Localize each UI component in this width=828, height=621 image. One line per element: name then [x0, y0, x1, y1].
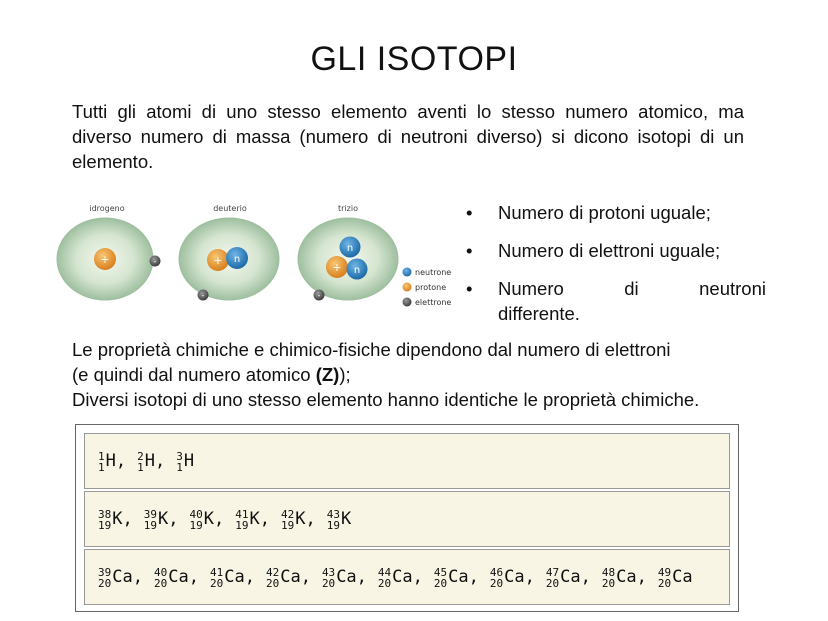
element-symbol: K: [112, 509, 123, 529]
isotope-notation: [154, 566, 199, 588]
mass-number: 39: [98, 566, 112, 579]
isotope-notation: [546, 566, 591, 588]
atomic-number: 19: [235, 519, 249, 532]
legend-electron: elettrone: [415, 298, 452, 307]
mass-number: 45: [433, 566, 448, 579]
atomic-number: 20: [98, 577, 112, 590]
proton-legend-icon: [403, 283, 412, 292]
legend-neutron: neutrone: [415, 268, 452, 277]
mass-number: 41: [209, 566, 224, 579]
mass-number: 42: [265, 566, 280, 579]
isotope-atoms-figure: [55, 195, 455, 315]
svg-text:-: -: [153, 257, 157, 266]
element-symbol: K: [341, 509, 352, 529]
isotope-notation: [144, 508, 179, 530]
atomic-number: 19: [98, 519, 112, 532]
mass-number: 44: [377, 566, 392, 579]
atomic-number: 20: [153, 577, 168, 590]
isotope-notation: [210, 566, 255, 588]
atomic-number: 1: [98, 461, 105, 474]
atomic-number: 20: [209, 577, 224, 590]
atom-deuterium: [179, 204, 279, 301]
mass-number: 38: [98, 508, 112, 521]
mass-number: 2: [137, 450, 144, 463]
svg-text:n: n: [233, 254, 241, 265]
isotope-notation: [98, 508, 133, 530]
mass-number: 48: [601, 566, 616, 579]
separator: ,: [305, 509, 316, 529]
separator: ,: [188, 567, 199, 587]
svg-text:+: +: [332, 261, 342, 274]
isotope-notation: [98, 566, 143, 588]
atomic-number: 1: [176, 461, 183, 474]
mass-number: 43: [321, 566, 336, 579]
element-symbol: H: [105, 451, 116, 471]
element-symbol: Ca: [224, 567, 245, 587]
atomic-number-symbol: (Z): [315, 364, 340, 385]
atomic-number: 20: [377, 577, 392, 590]
element-symbol: K: [158, 509, 169, 529]
mass-number: 40: [153, 566, 168, 579]
electron-legend-icon: [403, 298, 412, 307]
isotope-row-potassium: [84, 491, 730, 547]
atomic-number: 1: [137, 461, 144, 474]
isotope-notation: [658, 566, 693, 588]
isotope-notation: [602, 566, 647, 588]
mass-number: 42: [281, 508, 295, 521]
element-symbol: Ca: [392, 567, 413, 587]
intro-paragraph: Tutti gli atomi di uno stesso elemento aventi lo stesso numero atomico, ma diverso numero di massa (numero di neutroni diverso) si dicono isotopi di un elemento.: [72, 101, 744, 172]
isotope-row-calcium: [84, 549, 730, 605]
list-item: • Numero di protoni uguale;: [466, 202, 711, 223]
separator: ,: [214, 509, 225, 529]
isotope-notation: [176, 450, 194, 472]
isotope-notation: [378, 566, 423, 588]
atomic-number: 19: [281, 519, 295, 532]
chemical-properties-paragraph: Le proprietà chimiche e chimico-fisiche dipendono dal numero di elettroni (e quindi dal numero atomico (Z)); Diversi isotopi di uno stesso elemento hanno identiche le proprietà chimiche.: [72, 339, 700, 410]
atomic-number: 19: [189, 519, 203, 532]
isotope-notation: [281, 508, 316, 530]
bullet-marker: •: [466, 202, 473, 223]
separator: ,: [168, 509, 179, 529]
page-title: GLI ISOTOPI: [310, 40, 518, 78]
isotope-properties-list: [466, 200, 766, 339]
separator: ,: [468, 567, 479, 587]
atomic-number: 20: [489, 577, 504, 590]
mass-number: 3: [176, 450, 183, 463]
element-symbol: Ca: [336, 567, 357, 587]
isotope-row-hydrogen: [84, 433, 730, 489]
separator: ,: [412, 567, 423, 587]
atom-tritium: [298, 204, 398, 301]
element-symbol: K: [249, 509, 260, 529]
figure-legend: [403, 268, 452, 308]
separator: ,: [524, 567, 535, 587]
isotope-notation: [137, 450, 165, 472]
atomic-number: 20: [545, 577, 560, 590]
element-symbol: Ca: [168, 567, 189, 587]
atomic-number: 20: [657, 577, 672, 590]
element-symbol: K: [295, 509, 306, 529]
atomic-number: 19: [143, 519, 157, 532]
isotope-notation: [266, 566, 311, 588]
mass-number: 46: [489, 566, 504, 579]
list-item: • Numero di neutroni differente.: [466, 278, 766, 324]
separator: ,: [580, 567, 591, 587]
element-symbol: H: [183, 451, 195, 471]
separator: ,: [636, 567, 647, 587]
atomic-number: 19: [326, 519, 340, 532]
legend-proton: protone: [415, 283, 447, 292]
element-symbol: Ca: [504, 567, 525, 587]
mass-number: 49: [657, 566, 672, 579]
mass-number: 40: [189, 508, 203, 521]
element-symbol: Ca: [112, 567, 133, 587]
isotope-notation: [490, 566, 535, 588]
isotope-notation: [235, 508, 270, 530]
element-symbol: Ca: [616, 567, 637, 587]
isotope-notation: [327, 508, 352, 530]
atomic-number: 20: [601, 577, 616, 590]
atomic-number: 20: [265, 577, 280, 590]
element-symbol: Ca: [280, 567, 301, 587]
svg-text:+: +: [213, 254, 223, 267]
separator: ,: [115, 451, 127, 471]
svg-text:-: -: [317, 291, 321, 300]
separator: ,: [132, 567, 143, 587]
mass-number: 1: [98, 450, 105, 463]
mass-number: 47: [545, 566, 560, 579]
svg-text:-: -: [201, 291, 205, 300]
separator: ,: [122, 509, 133, 529]
svg-text:+: +: [100, 253, 110, 266]
separator: ,: [300, 567, 311, 587]
isotope-notation: [434, 566, 479, 588]
element-symbol: Ca: [560, 567, 581, 587]
atom-label-hydrogen: idrogeno: [89, 204, 125, 213]
element-symbol: Ca: [448, 567, 469, 587]
separator: ,: [244, 567, 255, 587]
bullet-marker: •: [466, 240, 473, 261]
atomic-number: 20: [433, 577, 448, 590]
isotopes-table: [75, 424, 739, 612]
neutron-legend-icon: [403, 268, 412, 277]
atom-label-deuterium: deuterio: [213, 204, 247, 213]
mass-number: 43: [326, 508, 340, 521]
svg-text:n: n: [346, 243, 354, 254]
atom-hydrogen: [57, 204, 161, 300]
isotope-notation: [98, 450, 126, 472]
element-symbol: Ca: [672, 567, 693, 587]
isotope-notation: [190, 508, 225, 530]
svg-text:n: n: [353, 265, 361, 276]
list-item: • Numero di elettroni uguale;: [466, 240, 721, 261]
bullet-marker: •: [466, 278, 473, 299]
element-symbol: K: [203, 509, 214, 529]
mass-number: 41: [235, 508, 249, 521]
isotope-notation: [322, 566, 367, 588]
mass-number: 39: [143, 508, 157, 521]
separator: ,: [259, 509, 270, 529]
separator: ,: [155, 451, 166, 471]
separator: ,: [356, 567, 367, 587]
atomic-number: 20: [321, 577, 336, 590]
atom-label-tritium: trizio: [338, 204, 358, 213]
element-symbol: H: [144, 451, 155, 471]
